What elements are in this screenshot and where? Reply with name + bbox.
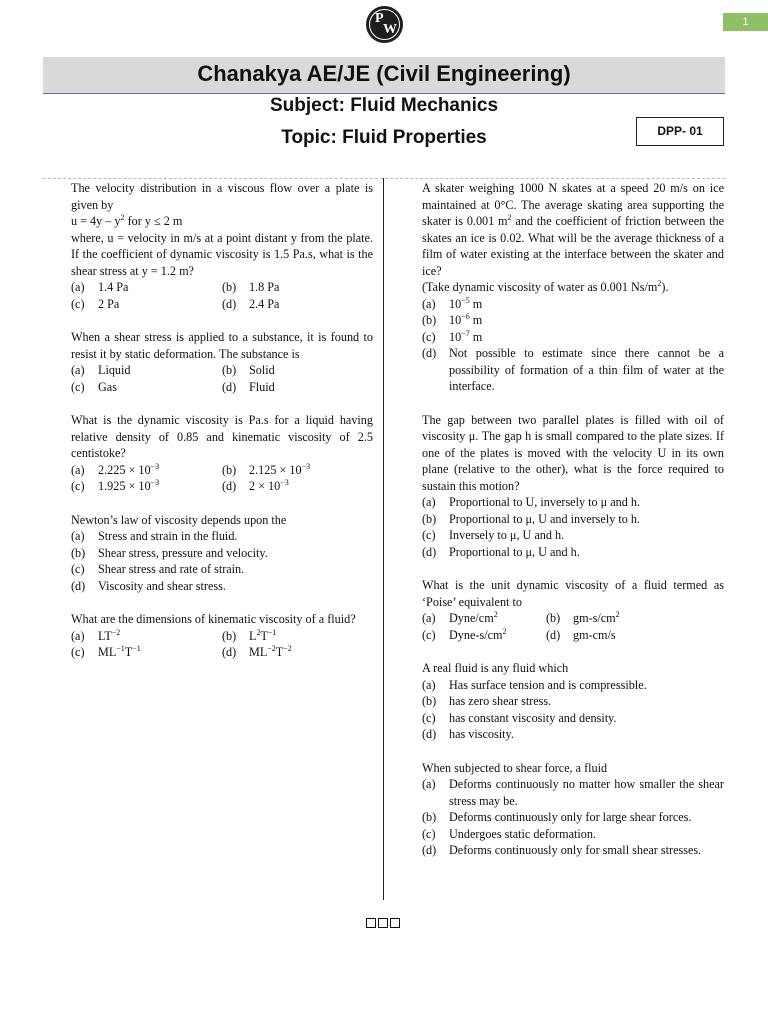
option-d — [222, 478, 373, 495]
option-label: (c) — [71, 645, 85, 659]
option-label: (b) — [222, 462, 237, 477]
option-text: Stress and strain in the fluid. — [98, 529, 238, 543]
page-title: Chanakya AE/JE (Civil Engineering) — [197, 61, 571, 86]
option-b — [422, 809, 724, 826]
question-text: What is the unit dynamic viscosity of a fluid termed as ‘Poise’ equivalent to — [422, 578, 724, 609]
option-text: 2 Pa — [98, 296, 120, 311]
option-text — [249, 628, 373, 645]
dimension: LT — [98, 628, 112, 643]
superscript: 2 — [256, 627, 261, 637]
question-10 — [422, 760, 724, 859]
option-text — [98, 644, 222, 661]
question-text: When subjected to shear force, a fluid — [422, 760, 608, 775]
option-value: 2.125 × 10 — [249, 462, 302, 477]
option-b — [222, 462, 373, 479]
unit: Dyne/cm — [449, 611, 494, 625]
option-label: (a) — [422, 777, 436, 791]
option-c — [422, 627, 546, 644]
option-text: has viscosity. — [449, 727, 514, 741]
option-a — [71, 628, 222, 645]
equation: u = 4y – y — [71, 214, 121, 228]
question-9 — [422, 660, 724, 743]
question-note: (Take dynamic viscosity of water as 0.001 Ns/m — [422, 280, 658, 294]
superscript: −2 — [111, 627, 121, 637]
question-4 — [71, 512, 373, 595]
option-d — [422, 544, 724, 561]
option-d — [222, 379, 373, 396]
option-label: (c) — [71, 479, 85, 493]
option-text: Proportional to U, inversely to μ and h. — [449, 495, 641, 509]
end-of-page-marks — [366, 918, 400, 928]
page-number-badge: 1 — [723, 13, 768, 31]
title-band — [43, 57, 725, 94]
superscript: −3 — [150, 477, 160, 487]
option-label: (d) — [422, 346, 437, 360]
option-b — [222, 279, 373, 296]
dimension: ML — [249, 645, 268, 659]
option-a — [422, 610, 546, 627]
option-text — [98, 462, 222, 479]
question-text: Newton’s law of viscosity depends upon the — [71, 512, 287, 527]
option-b — [422, 511, 724, 528]
options — [71, 362, 373, 395]
topic-heading: Topic: Fluid Properties — [281, 127, 487, 148]
option-text: Liquid — [98, 363, 131, 377]
option-c — [71, 478, 222, 495]
superscript: −3 — [280, 477, 289, 487]
superscript: −2 — [283, 643, 292, 653]
option-c — [422, 710, 724, 727]
option-text: has constant viscosity and density. — [449, 710, 617, 725]
option-value: 2 × 10 — [249, 479, 281, 493]
question-text-part: and the coefficient of friction between the skates an ice is 0.02. What will be the average thickness of a film of water existing at the interface between the skater and ice? — [422, 214, 724, 278]
option-text — [449, 627, 546, 644]
question-text: When a shear stress is applied to a substance, it is found to resist it by static deformation. The substance is — [71, 330, 373, 361]
unit: m — [469, 296, 483, 311]
question-text — [422, 180, 724, 296]
option-label: (a) — [71, 280, 85, 294]
dimension: T — [124, 645, 133, 659]
option-text — [449, 329, 724, 346]
option-text — [249, 478, 373, 495]
superscript: −1 — [132, 643, 141, 653]
option-c — [71, 296, 222, 313]
options — [422, 677, 724, 743]
option-text — [573, 610, 724, 627]
question-3 — [71, 412, 373, 495]
option-c — [71, 561, 373, 578]
options — [71, 462, 373, 495]
option-a — [422, 776, 724, 809]
question-text-part: A skater weighing 1000 N skates at a speed 20 m/s on ice maintained at 0°C. The average skating area supporting the skater is 0.001 m — [422, 181, 724, 228]
option-label: (a) — [71, 462, 85, 477]
option-text: 2.4 Pa — [249, 296, 280, 311]
option-text: Viscosity and shear stress. — [98, 578, 226, 593]
option-label: (a) — [422, 611, 436, 625]
option-label: (b) — [546, 611, 561, 625]
option-b — [546, 610, 724, 627]
option-d — [71, 578, 373, 595]
option-text: Proportional to μ, U and h. — [449, 544, 580, 559]
option-label: (a) — [422, 677, 436, 692]
option-d — [422, 345, 724, 395]
option-label: (d) — [222, 479, 237, 493]
option-label: (b) — [422, 511, 437, 526]
right-rule — [385, 178, 725, 179]
superscript: −1 — [116, 643, 125, 653]
option-label: (b) — [422, 810, 437, 824]
option-d — [222, 296, 373, 313]
option-a — [422, 494, 724, 511]
option-b — [71, 545, 373, 562]
option-a — [71, 462, 222, 479]
option-b — [422, 312, 724, 329]
question-note: ). — [661, 280, 669, 294]
option-text: gm-cm/s — [573, 627, 616, 642]
question-text-line: where, u = velocity in m/s at a point distant y from the plate. If the coefficient of dynamic viscosity is 1.5 Pa.s, what is the shear stress at y = 1.2 m? — [71, 230, 373, 278]
option-label: (d) — [422, 843, 437, 857]
question-8 — [422, 577, 724, 643]
option-text: Fluid — [249, 379, 275, 394]
option-text: 1.4 Pa — [98, 280, 129, 294]
options — [422, 776, 724, 859]
option-label: (c) — [422, 627, 436, 642]
option-label: (c) — [422, 528, 436, 542]
question-5 — [71, 611, 373, 661]
superscript: −6 — [461, 311, 470, 321]
option-label: (c) — [71, 562, 85, 576]
option-c — [422, 329, 724, 346]
options — [71, 279, 373, 312]
option-text: Has surface tension and is compressible. — [449, 677, 647, 692]
option-label: (d) — [222, 296, 237, 311]
option-b — [222, 628, 373, 645]
logo-letter-p: P — [375, 11, 384, 26]
option-text: Solid — [249, 363, 275, 377]
unit: Dyne-s/cm — [449, 627, 503, 642]
end-square-icon — [366, 918, 376, 928]
option-b — [222, 362, 373, 379]
option-c — [422, 527, 724, 544]
option-label: (b) — [222, 628, 237, 643]
option-label: (d) — [71, 578, 86, 593]
left-rule — [43, 178, 383, 179]
question-2 — [71, 329, 373, 395]
option-text: Proportional to μ, U and inversely to h. — [449, 511, 641, 526]
options — [422, 494, 724, 560]
option-text: has zero shear stress. — [449, 694, 552, 708]
equation-condition: for y ≤ 2 m — [124, 214, 183, 228]
superscript: −5 — [461, 295, 470, 305]
logo-letter-w: W — [383, 22, 397, 37]
option-a — [422, 677, 724, 694]
question-7 — [422, 412, 724, 561]
option-text: Shear stress and rate of strain. — [98, 562, 245, 576]
dimension: T — [275, 645, 284, 659]
superscript: −1 — [267, 627, 277, 637]
option-text: Not possible to estimate since there cannot be a possibility of formation of a thin film of water at the interface. — [449, 346, 724, 393]
superscript: −7 — [461, 328, 470, 338]
option-label: (a) — [422, 495, 436, 509]
dimension: ML — [98, 645, 117, 659]
option-a — [71, 362, 222, 379]
option-c — [71, 644, 222, 661]
superscript: −3 — [301, 461, 311, 471]
end-square-icon — [390, 918, 400, 928]
pw-logo — [366, 6, 403, 43]
unit: m — [469, 313, 483, 327]
option-label: (c) — [422, 329, 436, 344]
option-text: Inversely to μ, U and h. — [449, 528, 565, 542]
option-label: (d) — [422, 544, 437, 559]
question-text: The gap between two parallel plates is filled with oil of viscosity μ. The gap h is small compared to the plate sizes. If one of the plates is moved with the velocity U in its own plane (relative to the other), what is the force required to sustain this motion? — [422, 412, 724, 493]
option-label: (c) — [422, 826, 436, 841]
superscript: 2 — [120, 212, 125, 222]
question-text: What are the dimensions of kinematic viscosity of a fluid? — [71, 612, 356, 626]
option-value: 10 — [449, 296, 462, 311]
option-text: Deforms continuously only for small shear stresses. — [449, 843, 702, 857]
option-label: (c) — [71, 379, 85, 394]
option-label: (b) — [422, 313, 437, 327]
options — [71, 628, 373, 661]
options — [71, 528, 373, 594]
option-text — [98, 478, 222, 495]
option-d — [422, 726, 724, 743]
question-text: A real fluid is any fluid which — [422, 661, 569, 675]
option-value: 2.225 × 10 — [98, 462, 151, 477]
option-d — [422, 842, 724, 859]
superscript: 2 — [502, 626, 507, 636]
option-text: Deforms continuously only for large shear forces. — [449, 810, 692, 824]
dimension: T — [260, 628, 268, 643]
superscript: 2 — [507, 212, 512, 222]
option-label: (b) — [422, 694, 437, 708]
unit: m — [469, 329, 483, 344]
option-text — [449, 312, 724, 329]
option-d — [546, 627, 724, 644]
option-label: (d) — [222, 645, 237, 659]
option-text: Undergoes static deformation. — [449, 826, 596, 841]
superscript: 2 — [657, 278, 662, 288]
option-text — [249, 462, 373, 479]
option-text: Deforms continuously no matter how smaller the shear stress may be. — [449, 777, 724, 808]
right-column — [422, 180, 724, 876]
options — [422, 296, 724, 395]
end-square-icon — [378, 918, 388, 928]
superscript: −3 — [150, 461, 160, 471]
option-a — [71, 279, 222, 296]
option-label: (d) — [546, 627, 561, 642]
option-a — [422, 296, 724, 313]
option-label: (b) — [71, 545, 86, 560]
question-1 — [71, 180, 373, 312]
option-a — [71, 528, 373, 545]
option-label: (d) — [422, 727, 437, 741]
option-text: Gas — [98, 379, 117, 394]
option-label: (b) — [222, 280, 237, 294]
option-d — [222, 644, 373, 661]
option-label: (c) — [422, 710, 436, 725]
option-text — [449, 610, 546, 627]
superscript: 2 — [493, 609, 498, 619]
question-text: What is the dynamic viscosity is Pa.s for a liquid having relative density of 0.85 and kinematic viscosity of 2.5 centistoke? — [71, 413, 373, 460]
option-c — [422, 826, 724, 843]
option-text — [98, 628, 222, 645]
option-text: 1.8 Pa — [249, 280, 280, 294]
question-text — [71, 180, 373, 279]
superscript: 2 — [615, 609, 620, 619]
option-label: (a) — [71, 628, 85, 643]
option-value: 10 — [449, 313, 462, 327]
superscript: −2 — [267, 643, 276, 653]
option-value: 1.925 × 10 — [98, 479, 151, 493]
option-b — [422, 693, 724, 710]
question-6 — [422, 180, 724, 395]
option-label: (c) — [71, 296, 85, 311]
question-text-line: The velocity distribution in a viscous flow over a plate is given by — [71, 181, 373, 212]
unit: gm-s/cm — [573, 611, 616, 625]
column-divider — [383, 178, 384, 900]
option-value: 10 — [449, 329, 462, 344]
option-label: (a) — [71, 363, 85, 377]
option-c — [71, 379, 222, 396]
option-label: (b) — [222, 363, 237, 377]
dimension: L — [249, 628, 257, 643]
left-column — [71, 180, 373, 678]
options — [422, 610, 724, 643]
option-text — [449, 296, 724, 313]
dpp-badge: DPP- 01 — [636, 117, 724, 146]
option-text: Shear stress, pressure and velocity. — [98, 545, 268, 560]
subject-heading: Subject: Fluid Mechanics — [269, 95, 499, 116]
option-label: (a) — [71, 529, 85, 543]
option-label: (d) — [222, 379, 237, 394]
option-label: (a) — [422, 296, 436, 311]
option-text — [249, 644, 373, 661]
